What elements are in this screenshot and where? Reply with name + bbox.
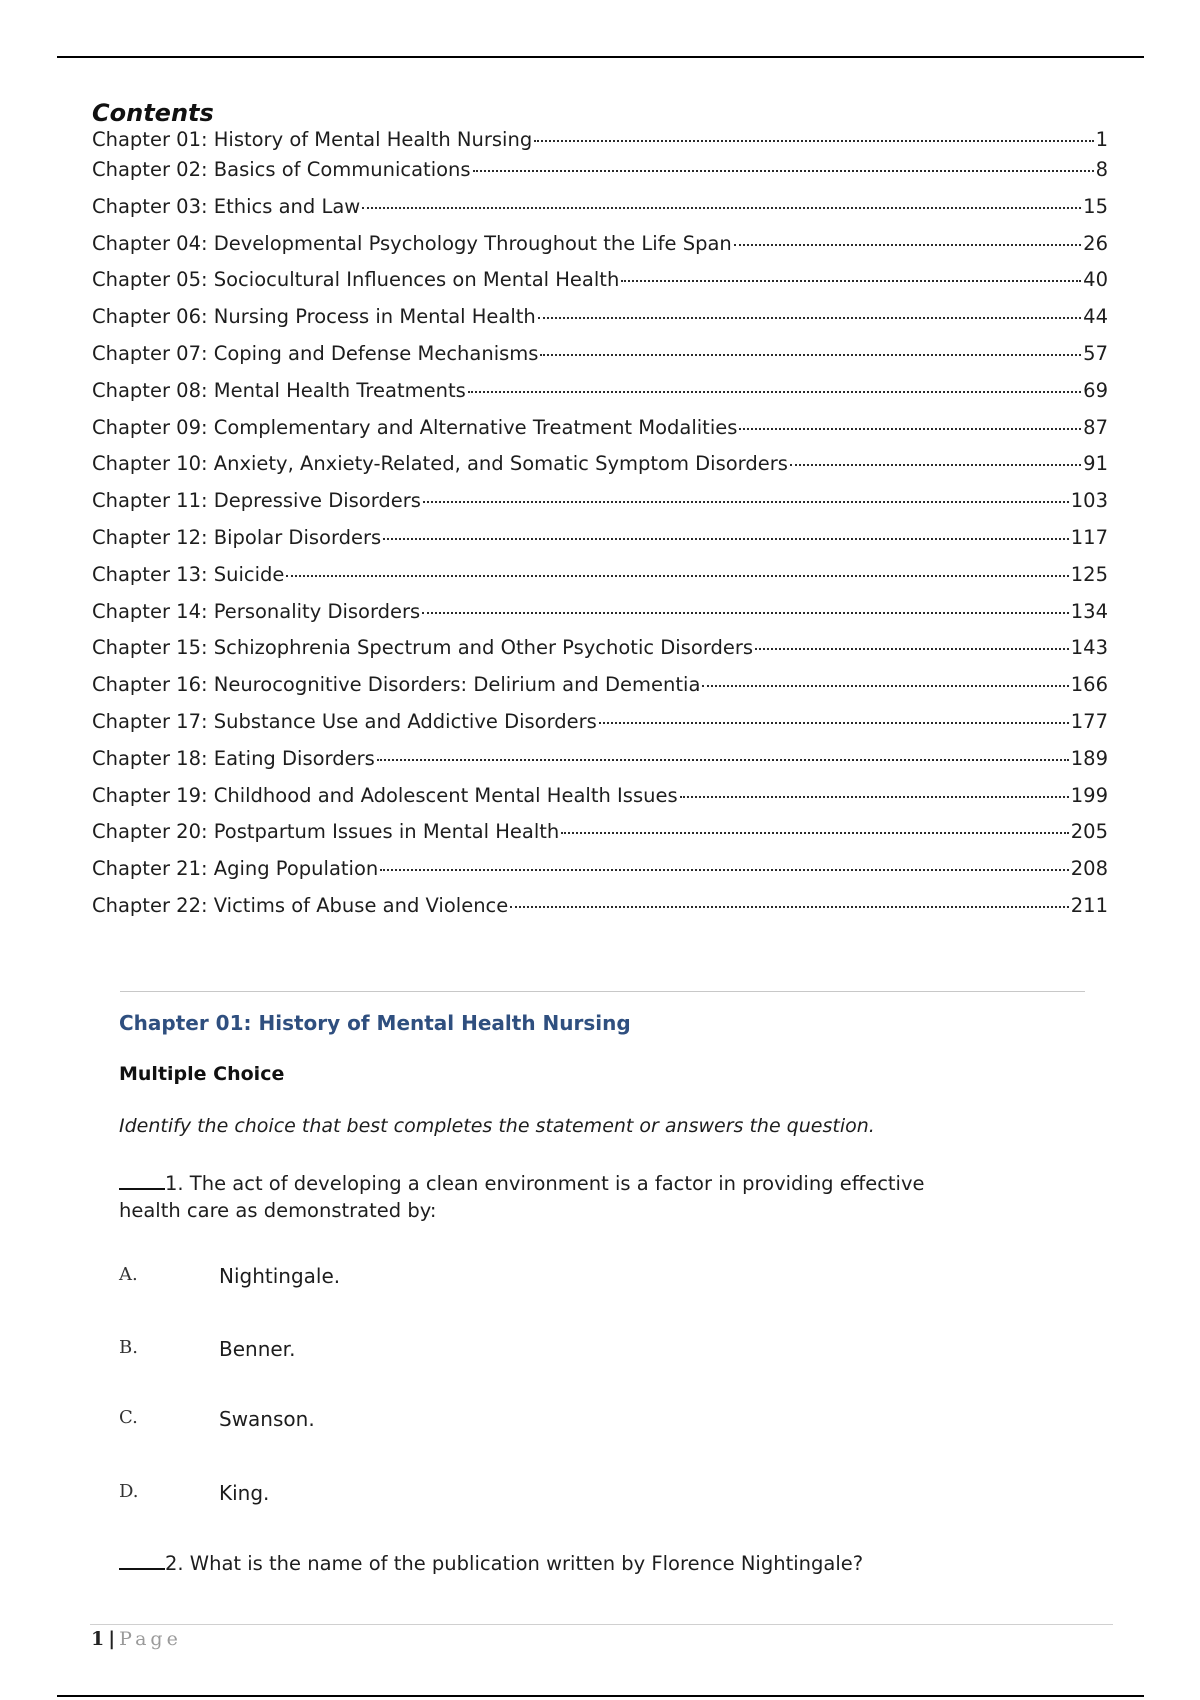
toc-entry[interactable]	[92, 195, 1108, 232]
dot-leader	[561, 832, 1068, 834]
instructions: Identify the choice that best completes the statement or answers the question.	[119, 1115, 875, 1137]
choice-text: Nightingale.	[219, 1264, 341, 1288]
dot-leader	[362, 207, 1081, 209]
dot-leader	[468, 391, 1081, 393]
toc-entry-label: Chapter 14: Personality Disorders	[92, 599, 421, 623]
choice-a[interactable]	[119, 1264, 340, 1288]
toc-entry[interactable]	[92, 636, 1108, 673]
toc-entry-page: 69	[1083, 378, 1108, 402]
dot-leader	[734, 244, 1081, 246]
toc-entry[interactable]	[92, 232, 1108, 269]
toc-list	[92, 128, 1108, 931]
toc-entry-page: 211	[1070, 893, 1108, 917]
section-heading: Multiple Choice	[119, 1063, 285, 1085]
toc-entry-page: 166	[1070, 673, 1108, 697]
toc-entry-label: Chapter 13: Suicide	[92, 562, 285, 586]
toc-entry-page: 57	[1083, 341, 1108, 365]
dot-leader	[510, 906, 1068, 908]
answer-blank[interactable]	[119, 1548, 165, 1570]
toc-entry-page: 91	[1083, 452, 1108, 476]
toc-entry-label: Chapter 18: Eating Disorders	[92, 746, 375, 770]
toc-entry[interactable]	[92, 416, 1108, 453]
toc-entry-label: Chapter 06: Nursing Process in Mental Health	[92, 305, 536, 329]
toc-entry-label: Chapter 08: Mental Health Treatments	[92, 378, 466, 402]
toc-entry[interactable]	[92, 268, 1108, 305]
toc-entry[interactable]	[92, 710, 1108, 747]
toc-entry[interactable]	[92, 342, 1108, 379]
toc-entry-label: Chapter 07: Coping and Defense Mechanisms	[92, 341, 539, 365]
toc-entry-label: Chapter 21: Aging Population	[92, 857, 379, 881]
toc-entry[interactable]	[92, 489, 1108, 526]
toc-entry-label: Chapter 02: Basics of Communications	[92, 158, 471, 181]
toc-entry-label: Chapter 15: Schizophrenia Spectrum and Other Psychotic Disorders	[92, 636, 754, 660]
dot-leader	[755, 648, 1069, 650]
dot-leader	[423, 501, 1069, 503]
question-2	[119, 1548, 959, 1577]
chapter-heading: Chapter 01: History of Mental Health Nursing	[119, 1011, 631, 1035]
choice-letter: A.	[119, 1264, 138, 1285]
dot-leader	[286, 575, 1068, 577]
choice-letter: C.	[119, 1407, 138, 1428]
dot-leader	[599, 722, 1069, 724]
dot-leader	[621, 280, 1081, 282]
page-word: Page	[119, 1628, 182, 1650]
table-of-contents	[92, 98, 1108, 931]
toc-entry-page: 87	[1083, 415, 1108, 439]
toc-entry[interactable]	[92, 128, 1108, 158]
toc-entry-page: 1	[1095, 128, 1108, 151]
toc-entry[interactable]	[92, 857, 1108, 894]
dot-leader	[680, 796, 1069, 798]
choice-text: King.	[219, 1481, 270, 1505]
toc-entry-page: 117	[1070, 525, 1108, 549]
toc-entry[interactable]	[92, 379, 1108, 416]
toc-entry-page: 205	[1070, 820, 1108, 844]
toc-entry-label: Chapter 11: Depressive Disorders	[92, 489, 421, 513]
toc-entry-page: 143	[1070, 636, 1108, 660]
choice-letter: D.	[119, 1481, 139, 1502]
toc-entry-page: 26	[1083, 231, 1108, 255]
toc-entry-label: Chapter 19: Childhood and Adolescent Mental Health Issues	[92, 783, 678, 807]
dot-leader	[538, 317, 1081, 319]
toc-entry-label: Chapter 20: Postpartum Issues in Mental Health	[92, 820, 560, 844]
toc-entry-page: 189	[1070, 746, 1108, 770]
answer-blank[interactable]	[119, 1168, 165, 1190]
footer-separator: |	[108, 1628, 116, 1650]
toc-entry[interactable]	[92, 747, 1108, 784]
toc-entry-label: Chapter 04: Developmental Psychology Throughout the Life Span	[92, 231, 732, 255]
toc-entry[interactable]	[92, 894, 1108, 931]
choice-d[interactable]	[119, 1481, 269, 1505]
toc-entry-page: 8	[1095, 158, 1108, 181]
toc-entry-label: Chapter 17: Substance Use and Addictive Disorders	[92, 709, 597, 733]
dot-leader	[422, 612, 1069, 614]
top-rule	[57, 56, 1144, 58]
section-divider	[120, 991, 1085, 992]
page-number: 1	[91, 1628, 105, 1650]
page-footer	[91, 1628, 182, 1650]
dot-leader	[534, 140, 1093, 142]
choice-b[interactable]	[119, 1337, 295, 1361]
choice-text: Benner.	[219, 1337, 296, 1361]
toc-entry[interactable]	[92, 673, 1108, 710]
toc-entry-page: 40	[1083, 268, 1108, 292]
question-text: 1. The act of developing a clean environment is a factor in providing effective health care as demonstrated by:	[119, 1172, 925, 1222]
toc-entry-label: Chapter 16: Neurocognitive Disorders: Delirium and Dementia	[92, 673, 701, 697]
toc-entry-label: Chapter 01: History of Mental Health Nursing	[92, 128, 533, 151]
dot-leader	[380, 869, 1069, 871]
toc-entry-page: 199	[1070, 783, 1108, 807]
toc-entry-page: 177	[1070, 709, 1108, 733]
toc-entry-label: Chapter 03: Ethics and Law	[92, 194, 361, 218]
toc-entry[interactable]	[92, 784, 1108, 821]
dot-leader	[383, 538, 1069, 540]
toc-entry[interactable]	[92, 158, 1108, 195]
choice-letter: B.	[119, 1337, 138, 1358]
dot-leader	[540, 354, 1081, 356]
toc-entry[interactable]	[92, 452, 1108, 489]
dot-leader	[377, 759, 1069, 761]
toc-entry-label: Chapter 22: Victims of Abuse and Violence	[92, 893, 509, 917]
toc-entry[interactable]	[92, 600, 1108, 637]
question-text: 2. What is the name of the publication written by Florence Nightingale?	[165, 1552, 864, 1575]
toc-entry[interactable]	[92, 526, 1108, 563]
dot-leader	[739, 428, 1081, 430]
toc-entry-page: 15	[1083, 194, 1108, 218]
choice-c[interactable]	[119, 1407, 315, 1431]
toc-entry[interactable]	[92, 820, 1108, 857]
bottom-rule	[57, 1695, 1144, 1697]
toc-entry-page: 103	[1070, 489, 1108, 513]
toc-entry-label: Chapter 09: Complementary and Alternative Treatment Modalities	[92, 415, 738, 439]
toc-entry-label: Chapter 10: Anxiety, Anxiety-Related, and Somatic Symptom Disorders	[92, 452, 788, 476]
dot-leader	[790, 464, 1081, 466]
toc-entry-page: 125	[1070, 562, 1108, 586]
toc-entry-label: Chapter 12: Bipolar Disorders	[92, 525, 382, 549]
toc-entry[interactable]	[92, 305, 1108, 342]
toc-entry-page: 208	[1070, 857, 1108, 881]
dot-leader	[473, 170, 1094, 172]
toc-title: Contents	[92, 99, 214, 127]
toc-entry[interactable]	[92, 563, 1108, 600]
choice-text: Swanson.	[219, 1407, 315, 1431]
footer-rule	[90, 1624, 1113, 1625]
toc-entry-page: 44	[1083, 305, 1108, 329]
dot-leader	[702, 685, 1068, 687]
toc-entry-page: 134	[1070, 599, 1108, 623]
toc-entry-label: Chapter 05: Sociocultural Influences on Mental Health	[92, 268, 620, 292]
question-1	[119, 1168, 959, 1224]
